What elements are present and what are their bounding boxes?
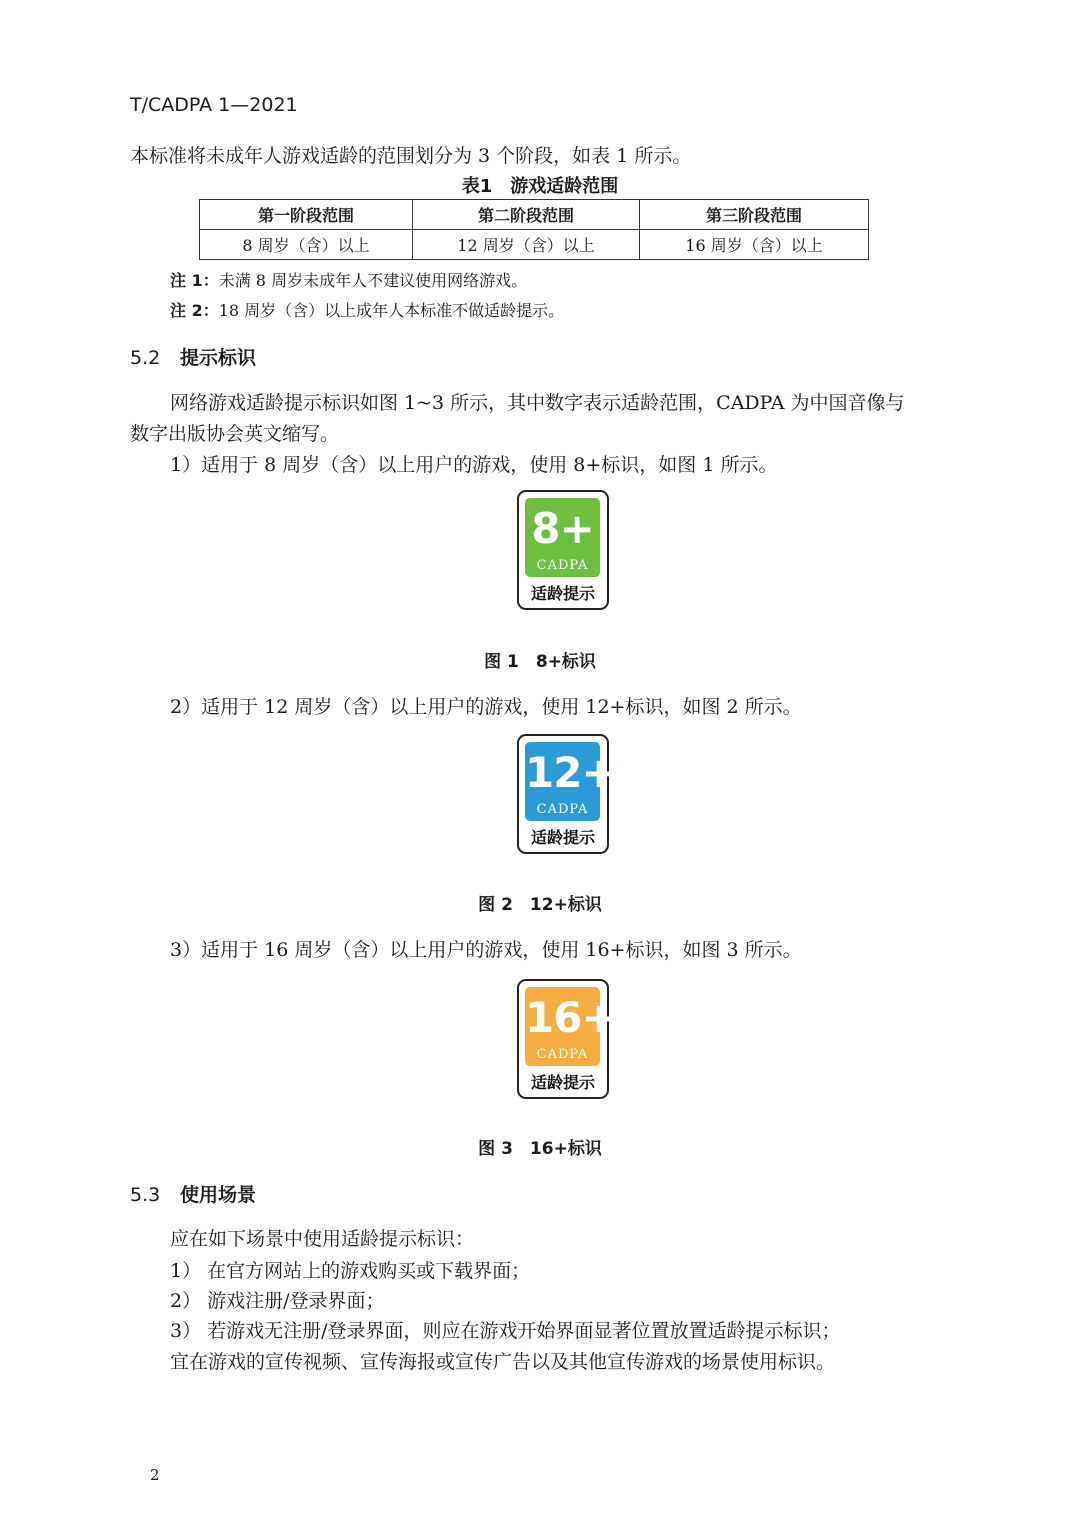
badge-label: 适龄提示 [530, 828, 595, 847]
table-row [200, 230, 869, 260]
list-item: 3）适用于 16 周岁（含）以上用户的游戏，使用 16+标识，如图 3 所示。 [170, 939, 802, 961]
badge-panel [525, 987, 616, 1066]
table-header-cell: 第三阶段范围 [640, 200, 869, 230]
badge-panel [525, 498, 600, 577]
note-1 [170, 268, 527, 291]
section-heading-5-2 [130, 343, 256, 370]
list-item: 3） 若游戏无注册/登录界面，则应在游戏开始界面显著位置放置适龄提示标识； [170, 1320, 841, 1342]
figure-caption: 图 3 16+标识 [478, 1139, 602, 1159]
badge-brand: CADPA [536, 1047, 589, 1062]
section-number: 5.2 [130, 347, 161, 369]
table-header-cell: 第二阶段范围 [413, 200, 640, 230]
section-title: 使用场景 [180, 1184, 257, 1206]
section-5-2-paragraph-line-2: 数字出版协会英文缩写。 [130, 423, 340, 445]
note-2 [170, 298, 564, 321]
badge-panel [525, 742, 616, 821]
page-number: 2 [150, 1466, 160, 1484]
note-label: 注 1： [170, 271, 219, 290]
age-range-table [199, 199, 869, 260]
table-cell: 16 周岁（含）以上 [640, 230, 869, 260]
badge-age: 16+ [525, 993, 616, 1042]
badge-brand: CADPA [536, 802, 589, 817]
badge-label: 适龄提示 [530, 1073, 595, 1092]
section-5-3-intro: 应在如下场景中使用适龄提示标识： [170, 1228, 475, 1250]
table-cell: 8 周岁（含）以上 [200, 230, 413, 260]
list-item: 1）适用于 8 周岁（含）以上用户的游戏，使用 8+标识，如图 1 所示。 [170, 454, 778, 476]
figure-caption: 图 1 8+标识 [484, 652, 596, 672]
table-cell: 12 周岁（含）以上 [413, 230, 640, 260]
intro-paragraph: 本标准将未成年人游戏适龄的范围划分为 3 个阶段，如表 1 所示。 [130, 145, 692, 167]
table-caption: 表1 游戏适龄范围 [461, 176, 619, 197]
age-badge-16 [517, 979, 616, 1099]
age-badge-8 [517, 490, 609, 610]
note-text: 18 周岁（含）以上成年人本标准不做适龄提示。 [218, 301, 565, 320]
note-label: 注 2： [170, 301, 219, 320]
age-badge-12 [517, 734, 616, 854]
list-item: 2）适用于 12 周岁（含）以上用户的游戏，使用 12+标识，如图 2 所示。 [170, 696, 802, 718]
list-item: 2） 游戏注册/登录界面； [170, 1290, 385, 1312]
note-text: 未满 8 周岁未成年人不建议使用网络游戏。 [218, 271, 528, 290]
table-header-cell: 第一阶段范围 [200, 200, 413, 230]
badge-brand: CADPA [536, 558, 589, 573]
figure-caption: 图 2 12+标识 [478, 895, 602, 915]
list-item: 1） 在官方网站上的游戏购买或下载界面； [170, 1260, 531, 1282]
section-number: 5.3 [130, 1184, 161, 1206]
table-header-row [200, 200, 869, 230]
section-title: 提示标识 [180, 347, 257, 369]
badge-age: 8+ [531, 504, 594, 553]
document-code: T/CADPA 1—2021 [130, 94, 298, 116]
section-5-2-paragraph-line-1: 网络游戏适龄提示标识如图 1~3 所示，其中数字表示适龄范围，CADPA 为中国音像与 [170, 392, 905, 414]
section-heading-5-3 [130, 1180, 256, 1207]
badge-age: 12+ [525, 748, 616, 797]
section-5-3-closing: 宜在游戏的宣传视频、宣传海报或宣传广告以及其他宣传游戏的场景使用标识。 [170, 1351, 836, 1373]
badge-label: 适龄提示 [530, 584, 595, 603]
